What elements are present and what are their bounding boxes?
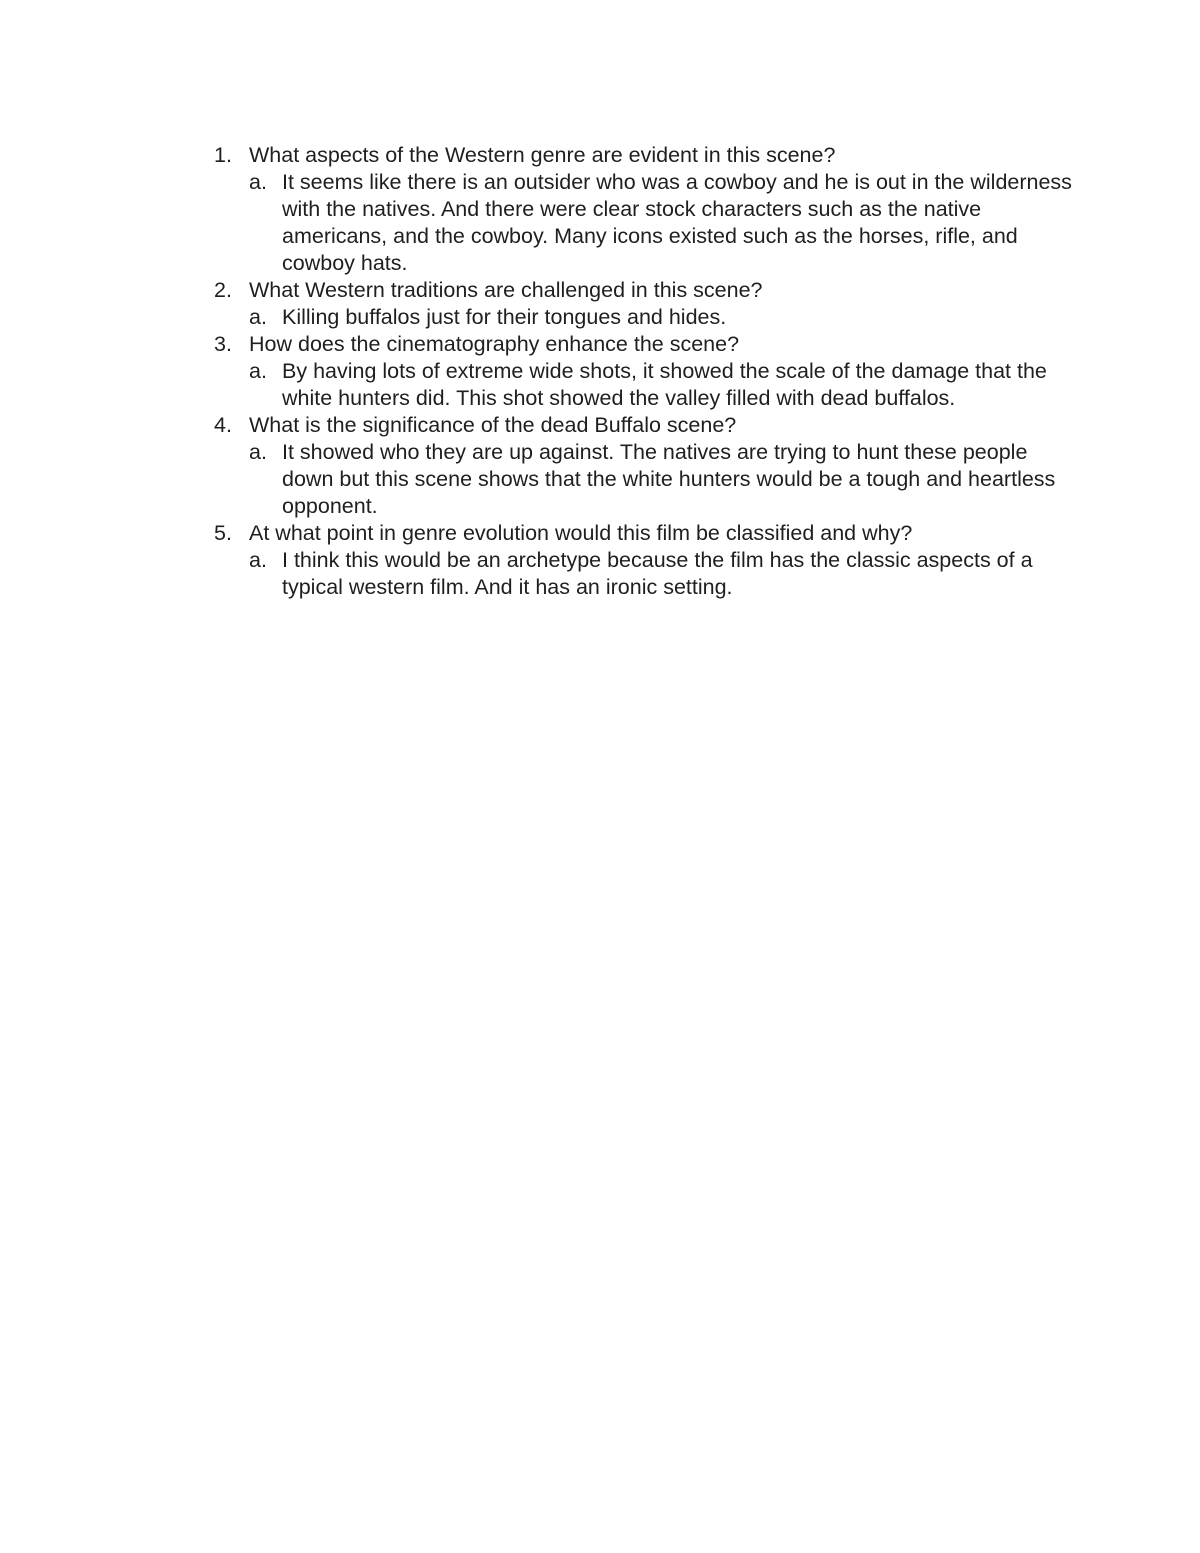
answer-marker: a. [249, 440, 267, 464]
answer-item [249, 304, 1074, 331]
question-number: 3. [214, 332, 232, 356]
question-number: 1. [214, 143, 232, 167]
question-item [214, 520, 1074, 547]
question-text: What Western traditions are challenged in this scene? [249, 278, 763, 302]
question-item [214, 142, 1074, 169]
answer-marker: a. [249, 548, 267, 572]
question-item [214, 277, 1074, 304]
question-text: What aspects of the Western genre are evident in this scene? [249, 143, 836, 167]
question-text: What is the significance of the dead Buffalo scene? [249, 413, 737, 437]
question-number: 2. [214, 278, 232, 302]
answer-item [249, 358, 1074, 412]
question-number: 4. [214, 413, 232, 437]
answer-marker: a. [249, 359, 267, 383]
answer-text: It showed who they are up against. The natives are trying to hunt these people down but this scene shows that the white hunters would be a tough and heartless opponent. [282, 440, 1056, 518]
question-item [214, 412, 1074, 439]
question-number: 5. [214, 521, 232, 545]
answer-item [249, 169, 1074, 277]
question-text: At what point in genre evolution would this film be classified and why? [249, 521, 913, 545]
answer-text: Killing buffalos just for their tongues and hides. [282, 305, 727, 329]
answer-item [249, 547, 1074, 601]
answer-item [249, 439, 1074, 520]
answer-text: I think this would be an archetype because the film has the classic aspects of a typical western film. And it has an ironic setting. [282, 548, 1033, 599]
question-list [214, 142, 1074, 601]
question-item [214, 331, 1074, 358]
question-text: How does the cinematography enhance the scene? [249, 332, 740, 356]
answer-text: By having lots of extreme wide shots, it showed the scale of the damage that the white hunters did. This shot showed the valley filled with dead buffalos. [282, 359, 1047, 410]
answer-marker: a. [249, 305, 267, 329]
answer-marker: a. [249, 170, 267, 194]
answer-text: It seems like there is an outsider who was a cowboy and he is out in the wilderness with the natives. And there were clear stock characters such as the native americans, and the cowboy. Many icons existed such as the horses, rifle, and cowboy hats. [282, 170, 1072, 275]
